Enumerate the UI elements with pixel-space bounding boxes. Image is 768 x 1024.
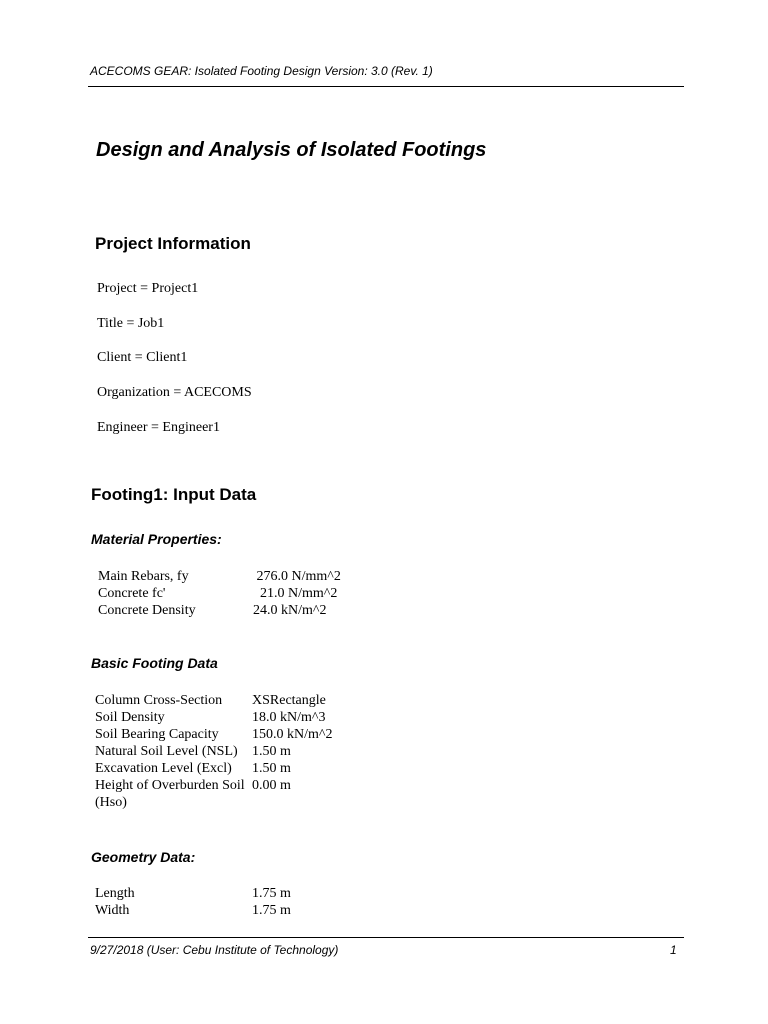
row-value: 18.0 kN/m^3 xyxy=(252,710,326,725)
row-label: Height of Overburden Soil (Hso) xyxy=(95,778,245,810)
row-label: Concrete Density xyxy=(98,603,196,618)
table-row xyxy=(95,885,291,902)
table-row xyxy=(95,692,332,709)
geometry-data-heading: Geometry Data: xyxy=(91,849,196,865)
document-title: Design and Analysis of Isolated Footings xyxy=(96,139,487,161)
row-value: 1.50 m xyxy=(252,761,291,776)
row-label: Excavation Level (Excl) xyxy=(95,761,232,776)
footer-text: 9/27/2018 (User: Cebu Institute of Technology) xyxy=(90,943,339,957)
row-label: Concrete fc' xyxy=(98,586,166,601)
basic-footing-data-heading: Basic Footing Data xyxy=(91,655,218,671)
material-properties-table xyxy=(98,568,341,619)
project-information-list xyxy=(97,281,252,454)
row-value: XSRectangle xyxy=(252,693,326,708)
project-line: Project = Project1 xyxy=(97,281,199,296)
table-row xyxy=(95,726,332,743)
row-value: 276.0 N/mm^2 xyxy=(253,569,341,584)
table-row xyxy=(98,568,341,585)
row-label: Natural Soil Level (NSL) xyxy=(95,744,238,759)
row-value: 21.0 N/mm^2 xyxy=(253,586,338,601)
client-line: Client = Client1 xyxy=(97,350,188,366)
row-label: Width xyxy=(95,903,130,918)
page-number: 1 xyxy=(670,943,677,957)
row-value: 0.00 m xyxy=(252,778,291,793)
row-value: 1.75 m xyxy=(252,886,291,901)
row-label: Soil Density xyxy=(95,710,165,725)
table-row xyxy=(95,709,332,726)
row-value: 24.0 kN/m^2 xyxy=(253,603,327,618)
table-row xyxy=(98,602,341,619)
row-value: 1.50 m xyxy=(252,744,291,759)
row-label: Column Cross-Section xyxy=(95,693,223,708)
table-row xyxy=(95,777,332,811)
row-value: 1.75 m xyxy=(252,903,291,918)
organization-line: Organization = ACECOMS xyxy=(97,385,252,401)
page-header-text: ACECOMS GEAR: Isolated Footing Design Version: 3.0 (Rev. 1) xyxy=(90,64,433,78)
table-row xyxy=(95,902,291,919)
table-row xyxy=(98,585,341,602)
row-value: 150.0 kN/m^2 xyxy=(252,727,333,742)
material-properties-heading: Material Properties: xyxy=(91,531,222,547)
table-row xyxy=(95,743,332,760)
title-line: Title = Job1 xyxy=(97,315,165,331)
footer-rule xyxy=(88,937,684,938)
row-label: Length xyxy=(95,886,135,901)
table-row xyxy=(95,760,332,777)
row-label: Soil Bearing Capacity xyxy=(95,727,219,742)
header-rule xyxy=(88,86,684,87)
geometry-data-table xyxy=(95,885,291,919)
basic-footing-data-table xyxy=(95,692,332,811)
row-label: Main Rebars, fy xyxy=(98,569,189,584)
project-information-heading: Project Information xyxy=(95,234,251,253)
footing-input-heading: Footing1: Input Data xyxy=(91,485,257,504)
engineer-line: Engineer = Engineer1 xyxy=(97,419,220,435)
